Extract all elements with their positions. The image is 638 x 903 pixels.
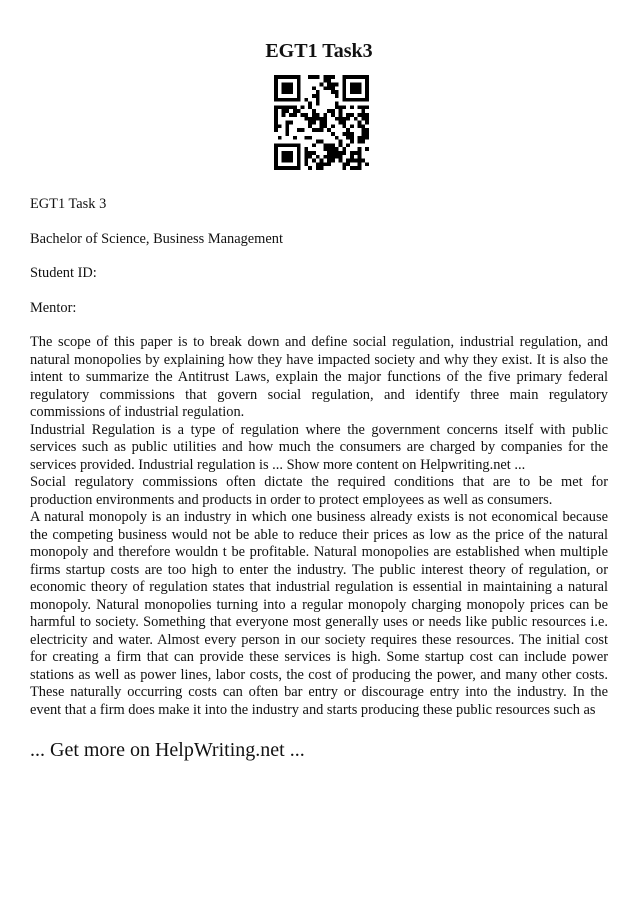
document-body bbox=[30, 196, 608, 719]
get-more-link[interactable]: ... Get more on HelpWriting.net ... bbox=[30, 739, 305, 761]
paragraph-social-regulation: Social regulatory commissions often dictate the required conditions that are to be met for production environments and products in order to protect employees as well as consumers. bbox=[30, 474, 608, 508]
paragraph-industrial-regulation: Industrial Regulation is a type of regulation where the government concerns itself with public services such as public utilities and how much the consumers are charged by companies for the services provided. Industrial regulation is ... Show more content on Helpwriting.net ... bbox=[30, 421, 608, 473]
course-code: EGT1 Task 3 bbox=[30, 196, 107, 212]
student-id-label: Student ID: bbox=[30, 265, 97, 281]
paragraph-scope: The scope of this paper is to break down and define social regulation, industrial regulation, and natural monopolies by explaining how they have impacted society and why they exist. It is also the intent to summarize the Antitrust Laws, explain the major functions of the five primary federal regulatory commissions that govern social regulation, and identify three main regulatory commissions of industrial regulation. bbox=[30, 334, 608, 420]
document-title: EGT1 Task3 bbox=[265, 40, 373, 62]
qr-code-icon bbox=[274, 75, 369, 170]
mentor-label: Mentor: bbox=[30, 299, 77, 316]
degree-program: Bachelor of Science, Business Management bbox=[30, 230, 283, 247]
paragraph-natural-monopoly: A natural monopoly is an industry in which one business already exists is not economical because the competing business would not be able to reduce their prices as low as the price of the natural monopoly and therefore wouldn t be profitable. Natural monopolies are established when multiple firms startup costs are too high to enter the industry. The public interest theory of regulation, or economic theory of regulation states that industrial regulation is essential in maintaining a natural monopoly. Natural monopolies turning into a regular monopoly charging monopoly prices can be harmful to society. Something that everyone most generally uses or needs like public resources i.e. electricity and water. Almost every person in our society requires these resources. The initial cost for creating a firm that can provide these services is high. Some startup cost can include power stations as well as power lines, labor costs, the cost of producing the power, and many other costs. These naturally occurring costs can often bar entry or discourage entry into the industry. In the event that a firm does make it into the industry and starts producing these public resources such as bbox=[30, 509, 608, 718]
